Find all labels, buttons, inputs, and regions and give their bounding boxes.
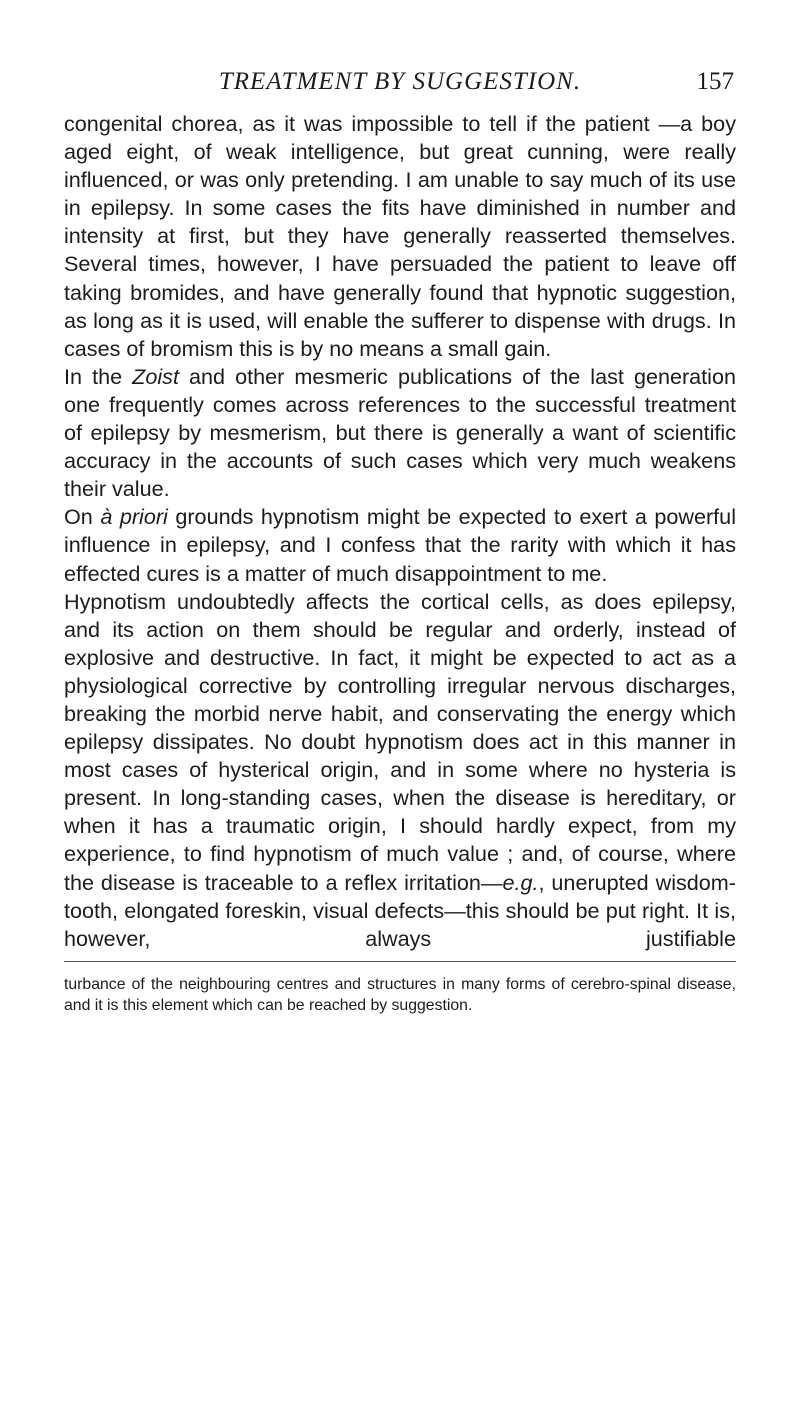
paragraph-3 [64, 503, 736, 587]
paragraph-2 [64, 363, 736, 503]
paragraph-4 [64, 588, 736, 953]
paragraph-1 [64, 110, 736, 363]
footnote-divider [64, 961, 736, 962]
footnote: turbance of the neighbouring centres and structures in many forms of cerebro-spinal disease, and it is this element which can be reached by suggestion. [64, 975, 736, 1014]
running-head [64, 62, 736, 102]
italic-text: e.g. [502, 869, 539, 895]
italic-text: à priori [100, 504, 168, 530]
text-run: , unerupted wisdom-tooth, elongated foreskin, visual defects—this should be put right. It is, however, always justifiable [64, 869, 736, 951]
running-title: TREATMENT BY SUGGESTION. [218, 68, 582, 95]
italic-text: Zoist [132, 363, 179, 389]
text-run: On [64, 504, 101, 530]
text-run: Hypnotism undoubtedly affects the cortical cells, as does epilepsy, and its action on them should be regular and orderly, instead of explosive and destructive. In fact, it might be expected to act as a physiological corrective by controlling irregular nervous discharges, breaking the morbid nerve habit, and conservating the energy which epilepsy dissipates. No doubt hypnotism does act in this manner in most cases of hysterical origin, and in some where no hysteria is present. In long-standing cases, when the disease is hereditary, or when it has a traumatic origin, I should hardly expect, from my experience, to find hypnotism of much value ; and, of course, where the disease is traceable to a reflex irritation— [64, 588, 736, 895]
body-text [64, 110, 736, 953]
book-page [64, 62, 736, 1016]
text-run: In the [64, 363, 133, 389]
text-run: congenital chorea, as it was impossible to tell if the patient —a boy aged eight, of weak intelligence, but great cunning, were really influenced, or was only pretending. I am unable to say much of its use in epilepsy. In some cases the fits have diminished in number and intensity at first, but they have generally reasserted themselves. Several times, however, I have persuaded the patient to leave off taking bromides, and have generally found that hypnotic suggestion, as long as it is used, will enable the sufferer to dispense with drugs. In cases of bromism this is by no means a small gain. [64, 111, 736, 361]
text-run: grounds hypnotism might be expected to exert a powerful influence in epilepsy, and I confess that the rarity with which it has effected cures is a matter of much disappointment to me. [64, 504, 736, 586]
text-run: and other mesmeric publications of the last generation one frequently comes across references to the successful treatment of epilepsy by mesmerism, but there is generally a want of scientific accuracy in the accounts of such cases which very much weakens their value. [64, 363, 736, 502]
page-number: 157 [696, 68, 734, 95]
